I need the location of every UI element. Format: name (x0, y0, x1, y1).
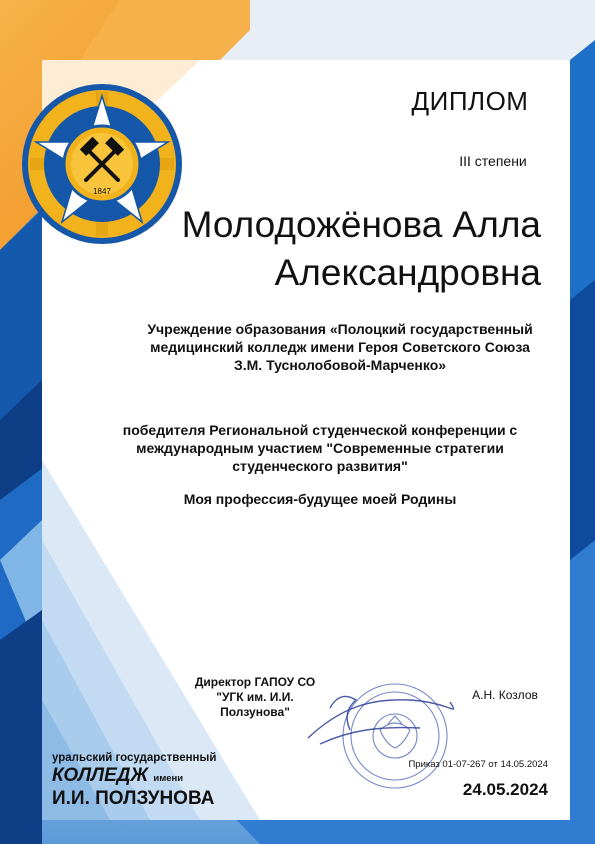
logo-line1: уральский государственный (52, 752, 217, 764)
institution-text (130, 320, 550, 374)
logo-line3: И.И. ПОЛЗУНОВА (52, 788, 215, 809)
signer-name: А.Н. Козлов (472, 688, 538, 702)
award-line: международным участием "Современные стратегии (136, 440, 504, 456)
recipient-name-line2: Александровна (274, 252, 541, 293)
director-line: Ползунова" (220, 705, 290, 719)
award-line: студенческого развития" (232, 458, 408, 474)
institution-line: З.М. Туснолобовой-Марченко» (233, 357, 447, 373)
award-line: победителя Региональной студенческой конференции с (122, 422, 518, 438)
institution-line: медицинский колледж имени Героя Советского Союза (150, 339, 530, 355)
award-text (110, 421, 530, 475)
diploma-title: ДИПЛОМ (411, 86, 529, 116)
institution-line: Учреждение образования «Полоцкий государственный (147, 321, 533, 337)
topic-text: Моя профессия-будущее моей Родины (183, 491, 457, 507)
director-line: Директор ГАПОУ СО (194, 675, 316, 689)
logo-imeni-word: имени (153, 773, 184, 784)
emblem-year: 1847 (93, 187, 111, 196)
logo-college-word: КОЛЛЕДЖ (52, 765, 149, 786)
logo-line2 (52, 765, 216, 787)
recipient-name-line1: Молодожёнова Алла (181, 204, 541, 245)
order-reference: Приказ 01-07-267 от 14.05.2024 (408, 759, 548, 770)
college-logo (52, 752, 216, 810)
issue-date: 24.05.2024 (462, 780, 548, 799)
director-line: "УГК им. И.И. (216, 690, 294, 704)
diploma-degree: III степени (459, 153, 527, 169)
